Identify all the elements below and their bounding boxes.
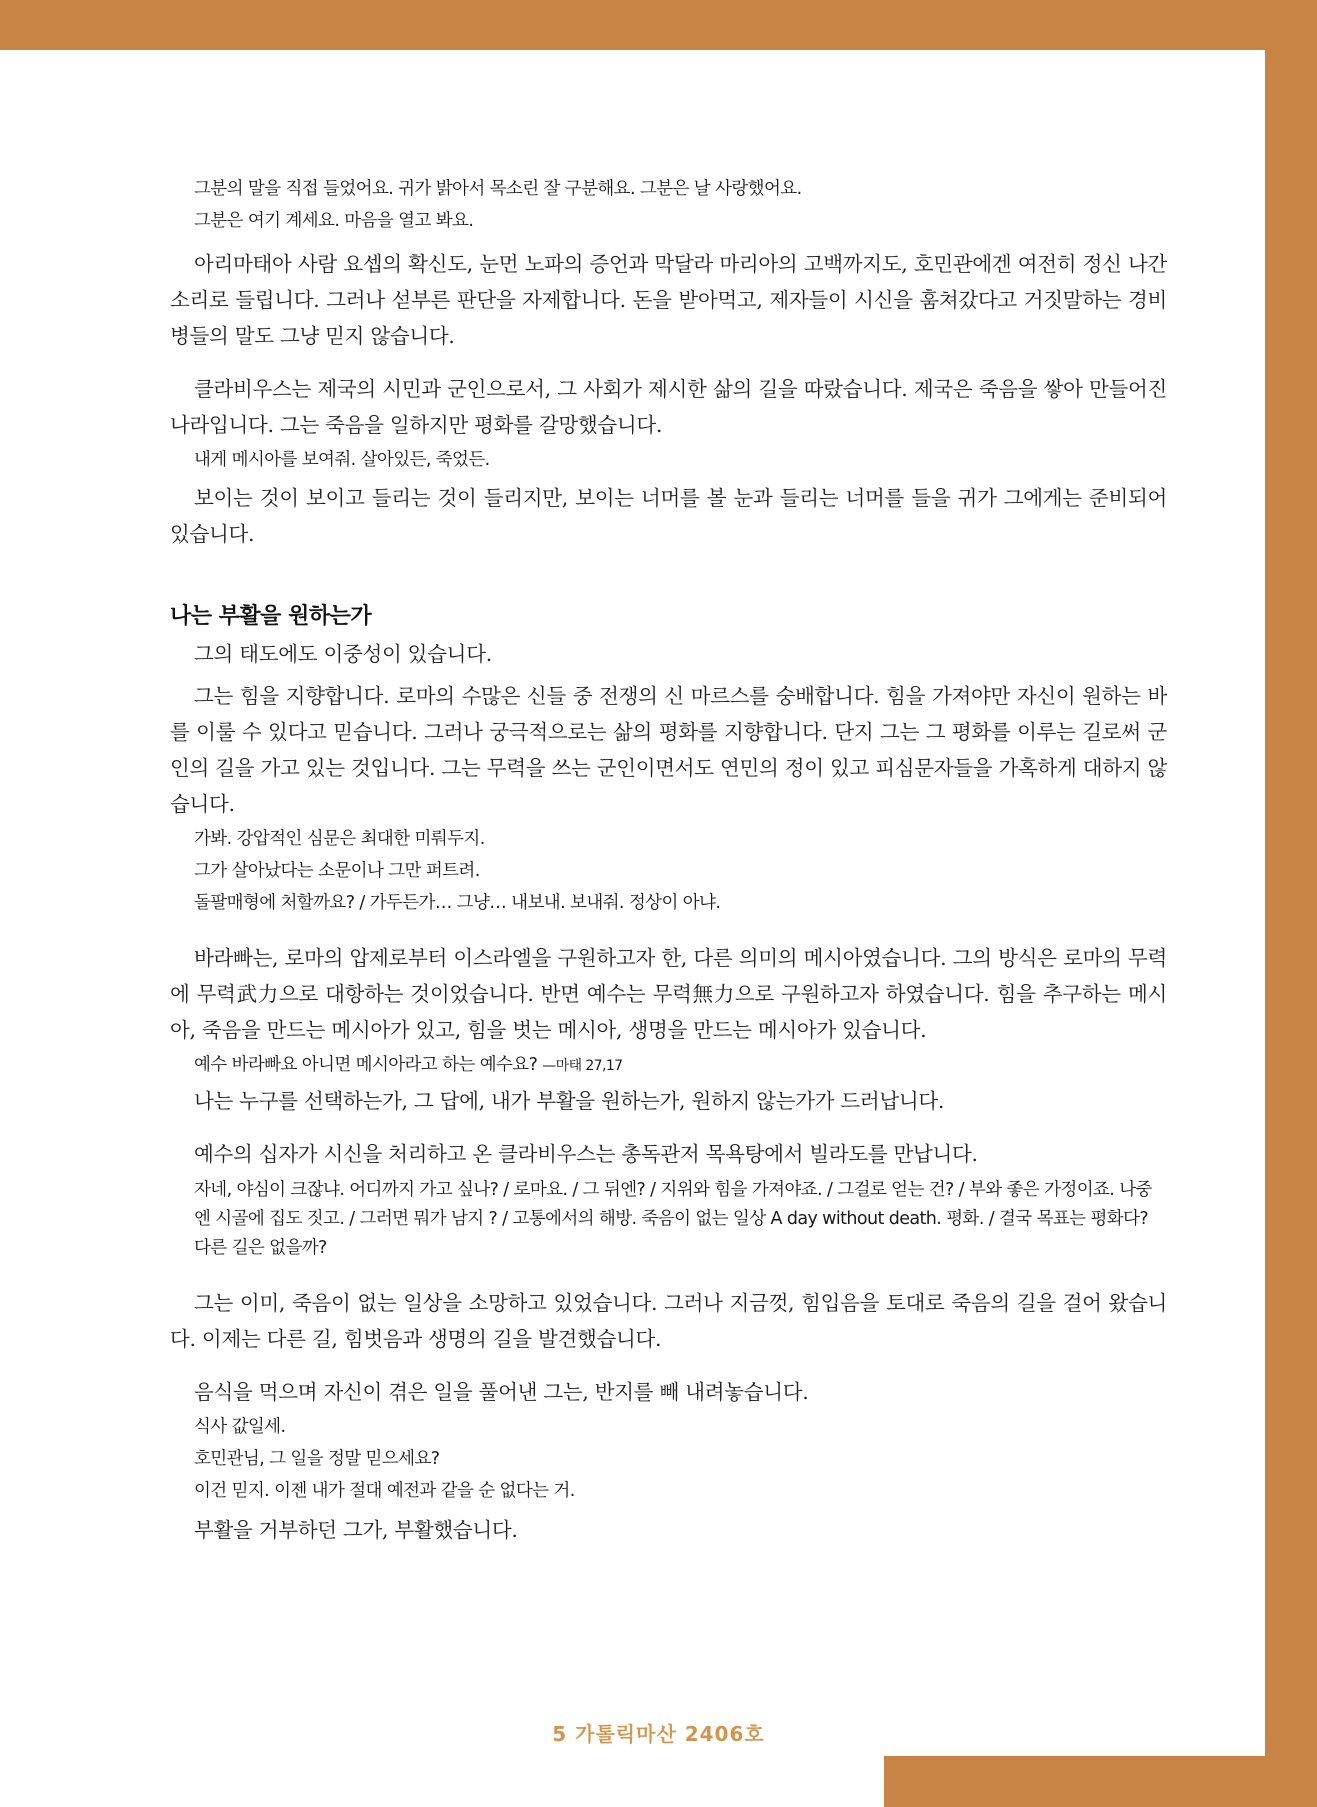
quote-line: 돌팔매형에 처할까요? / 가두든가… 그냥… 내보내. 보내줘. 정상이 아냐. bbox=[194, 893, 721, 913]
quote-line: 호민관님, 그 일을 정말 믿으세요? bbox=[194, 1449, 440, 1469]
paragraph: 그는 이미, 죽음이 없는 일상을 소망하고 있었습니다. 그러나 지금껏, 힘입음을 토대로 죽음의 길을 걸어 왔습니다. 이제는 다른 길, 힘벗음과 생명의 길을 발견했습니다. bbox=[170, 1291, 1167, 1351]
quote-line: 식사 값일세. bbox=[194, 1417, 286, 1437]
paragraph: 클라비우스는 제국의 시민과 군인으로서, 그 사회가 제시한 삶의 길을 따랐습니다. 제국은 죽음을 쌓아 만들어진 나라입니다. 그는 죽음을 일하지만 평화를 갈망했습니다. bbox=[170, 377, 1167, 437]
dialogue-block: 자네, 야심이 크잖냐. 어디까지 가고 싶나? / 로마요. / 그 뒤엔? / 지위와 힘을 가져야죠. / 그걸로 얻는 건? / 부와 좋은 가정이죠. 나중엔 시골에 집도 짓고. / 그러면 뭐가 남지 ? / 고통에서의 해방. 죽음이 없는 일상 A day without death. 평화. / 결국 목표는 평화다? 다른 길은 없을까? bbox=[194, 1180, 1152, 1258]
quote-line: 내게 메시아를 보여줘. 살아있든, 죽었든. bbox=[194, 450, 490, 470]
article-body bbox=[170, 175, 1167, 1548]
quote-line bbox=[194, 1051, 1167, 1081]
quote-line: 그분은 여기 계세요. 마음을 열고 봐요. bbox=[194, 211, 474, 231]
paragraph: 아리마태아 사람 요셉의 확신도, 눈먼 노파의 증언과 막달라 마리아의 고백까지도, 호민관에겐 여전히 정신 나간 소리로 들립니다. 그러나 섣부른 판단을 자제합니다. 돈을 받아먹고, 제자들이 시신을 훔쳐갔다고 거짓말하는 경비병들의 말도 그냥 믿지 않습니다. bbox=[170, 252, 1167, 348]
quote-line: 그가 살아났다는 소문이나 그만 퍼트려. bbox=[194, 861, 480, 881]
page-number: 5 가톨릭마산 2406호 bbox=[552, 1722, 765, 1746]
quote-text: 예수 바라빠요 아니면 메시아라고 하는 예수요? bbox=[194, 1055, 538, 1075]
paragraph: 바라빠는, 로마의 압제로부터 이스라엘을 구원하고자 한, 다른 의미의 메시아였습니다. 그의 방식은 로마의 무력에 무력武力으로 대항하는 것이었습니다. 반면 예수는 무력無力으로 구원하고자 하였습니다. 힘을 추구하는 메시아, 죽음을 만드는 메시아가 있고, 힘을 벗는 메시아, 생명을 만드는 메시아가 있습니다. bbox=[170, 946, 1167, 1042]
section-heading: 나는 부활을 원하는가 bbox=[170, 604, 372, 629]
quote-line: 이건 믿지. 이젠 내가 절대 예전과 같을 순 없다는 거. bbox=[194, 1481, 575, 1501]
bible-citation: —마태 27,17 bbox=[542, 1058, 623, 1074]
frame-right-bar bbox=[1265, 0, 1317, 1807]
paragraph: 음식을 먹으며 자신이 겪은 일을 풀어낸 그는, 반지를 빼 내려놓습니다. bbox=[194, 1380, 809, 1404]
paragraph: 부활을 거부하던 그가, 부활했습니다. bbox=[194, 1518, 518, 1542]
quote-line: 그분의 말을 직접 들었어요. 귀가 밝아서 목소린 잘 구분해요. 그분은 날 사랑했어요. bbox=[194, 179, 802, 199]
frame-bottom-bar bbox=[884, 1756, 1317, 1807]
paragraph: 나는 누구를 선택하는가, 그 답에, 내가 부활을 원하는가, 원하지 않는가가 드러납니다. bbox=[194, 1089, 945, 1113]
paragraph: 예수의 십자가 시신을 처리하고 온 클라비우스는 총독관저 목욕탕에서 빌라도를 만납니다. bbox=[194, 1142, 978, 1166]
paragraph: 그는 힘을 지향합니다. 로마의 수많은 신들 중 전쟁의 신 마르스를 숭배합니다. 힘을 가져야만 자신이 원하는 바를 이룰 수 있다고 믿습니다. 그러나 궁극적으로는 삶의 평화를 지향합니다. 단지 그는 그 평화를 이루는 길로써 군인의 길을 가고 있는 것입니다. 그는 무력을 쓰는 군인이면서도 연민의 정이 있고 피심문자들을 가혹하게 대하지 않습니다. bbox=[170, 684, 1167, 816]
paragraph: 그의 태도에도 이중성이 있습니다. bbox=[194, 642, 492, 666]
quote-line: 가봐. 강압적인 심문은 최대한 미뤄두지. bbox=[194, 829, 485, 849]
frame-top-bar bbox=[0, 0, 1317, 50]
paragraph: 보이는 것이 보이고 들리는 것이 들리지만, 보이는 너머를 볼 눈과 들리는 너머를 들을 귀가 그에게는 준비되어 있습니다. bbox=[170, 486, 1167, 546]
